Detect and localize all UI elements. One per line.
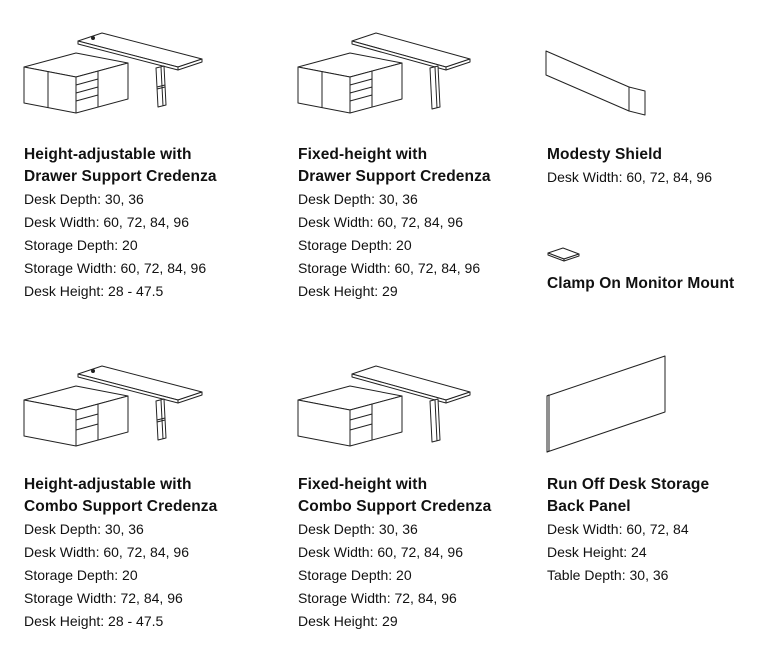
spec-desk-width: Desk Width: 60, 72, 84, 96 (298, 214, 463, 230)
spec-desk-height: Desk Height: 24 (547, 544, 647, 560)
product-back-panel (547, 474, 762, 587)
spec-table-depth: Table Depth: 30, 36 (547, 567, 669, 583)
spec-desk-height: Desk Height: 29 (298, 613, 398, 629)
fixed-height-drawer-credenza-illustration (294, 25, 484, 117)
product-modesty-shield (547, 144, 762, 189)
clamp-monitor-mount-illustration (545, 245, 585, 265)
spec-desk-width: Desk Width: 60, 72, 84, 96 (24, 214, 189, 230)
spec-storage-width: Storage Width: 60, 72, 84, 96 (24, 260, 207, 276)
spec-desk-depth: Desk Depth: 30, 36 (298, 521, 418, 537)
height-adjustable-drawer-credenza-illustration (20, 25, 210, 117)
spec-desk-width: Desk Width: 60, 72, 84 (547, 521, 689, 537)
spec-desk-height: Desk Height: 28 - 47.5 (24, 613, 164, 629)
product-title: Fixed-height with (298, 146, 428, 163)
height-adjustable-combo-credenza-illustration (20, 358, 210, 450)
spec-storage-width: Storage Width: 60, 72, 84, 96 (298, 260, 481, 276)
spec-desk-height: Desk Height: 29 (298, 283, 398, 299)
spec-desk-width: Desk Width: 60, 72, 84, 96 (547, 169, 712, 185)
spec-storage-width: Storage Width: 72, 84, 96 (298, 590, 457, 606)
spec-desk-width: Desk Width: 60, 72, 84, 96 (24, 544, 189, 560)
product-height-adjustable-drawer (24, 144, 274, 303)
product-title: Clamp On Monitor Mount (547, 275, 735, 292)
spec-desk-width: Desk Width: 60, 72, 84, 96 (298, 544, 463, 560)
spec-storage-depth: Storage Depth: 20 (24, 567, 138, 583)
product-title: Modesty Shield (547, 146, 663, 163)
spec-storage-depth: Storage Depth: 20 (298, 567, 412, 583)
product-title: Run Off Desk Storage (547, 476, 710, 493)
product-title: Drawer Support Credenza (24, 168, 217, 185)
product-title: Height-adjustable with (24, 146, 192, 163)
product-title: Drawer Support Credenza (298, 168, 491, 185)
product-fixed-height-drawer (298, 144, 538, 303)
spec-storage-depth: Storage Depth: 20 (24, 237, 138, 253)
spec-storage-depth: Storage Depth: 20 (298, 237, 412, 253)
product-fixed-height-combo (298, 474, 538, 633)
product-title: Back Panel (547, 498, 631, 515)
fixed-height-combo-credenza-illustration (294, 358, 484, 450)
spec-desk-depth: Desk Depth: 30, 36 (298, 191, 418, 207)
product-title: Height-adjustable with (24, 476, 192, 493)
spec-storage-width: Storage Width: 72, 84, 96 (24, 590, 183, 606)
product-clamp-monitor-mount (547, 273, 767, 295)
product-title: Combo Support Credenza (24, 498, 218, 515)
back-panel-illustration (543, 352, 673, 458)
modesty-shield-illustration (543, 45, 653, 117)
spec-desk-depth: Desk Depth: 30, 36 (24, 521, 144, 537)
product-title: Combo Support Credenza (298, 498, 492, 515)
spec-desk-height: Desk Height: 28 - 47.5 (24, 283, 164, 299)
spec-desk-depth: Desk Depth: 30, 36 (24, 191, 144, 207)
product-height-adjustable-combo (24, 474, 274, 633)
product-title: Fixed-height with (298, 476, 428, 493)
